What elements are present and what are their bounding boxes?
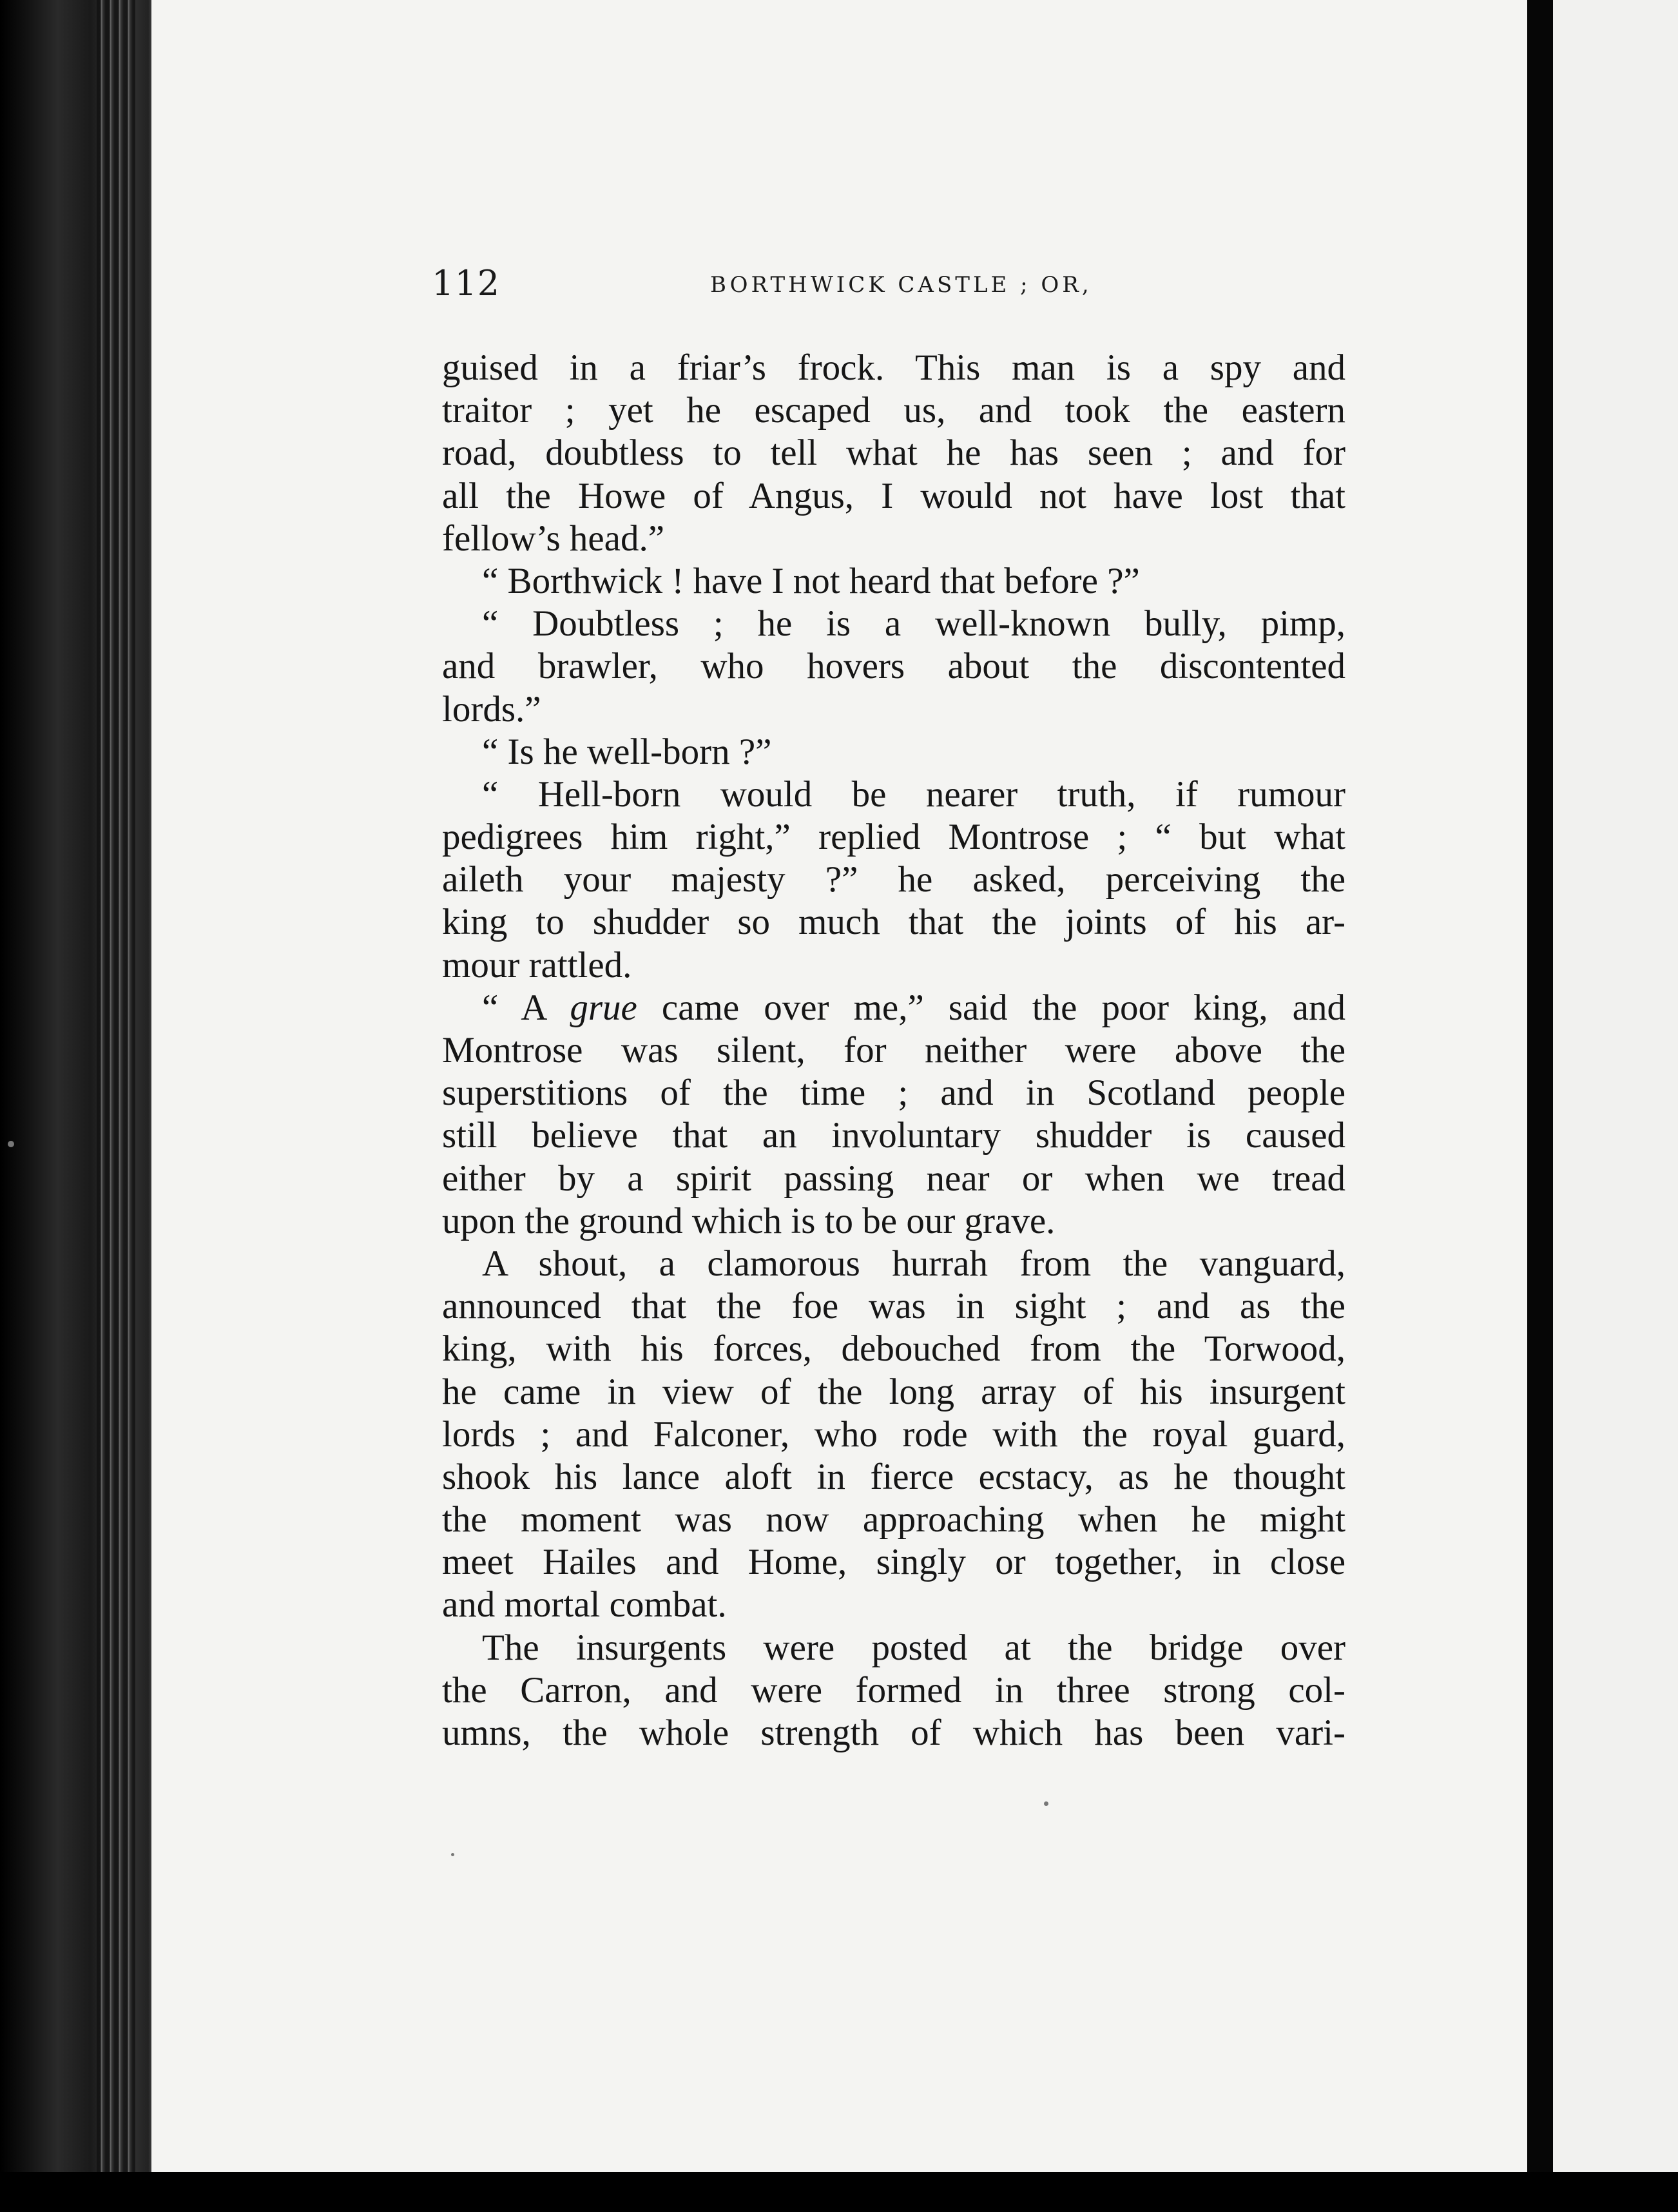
text-line: and brawler, who hovers about the discontented — [442, 646, 1345, 687]
text-run: came over me,” said the poor king, and — [637, 987, 1345, 1028]
text-line: announced that the foe was in sight ; and as the — [442, 1286, 1345, 1327]
text-line: road, doubtless to tell what he has seen ; and for — [442, 432, 1345, 474]
text-line: aileth your majesty ?” he asked, perceiving the — [442, 859, 1345, 900]
text-line — [442, 987, 1345, 1029]
text-line: guised in a friar’s frock. This man is a spy and — [442, 347, 1345, 388]
text-line: king to shudder so much that the joints of his ar- — [442, 902, 1345, 943]
page-number: 112 — [432, 263, 501, 304]
scan-speck — [1044, 1801, 1048, 1806]
text-line: lords.” — [442, 688, 541, 730]
text-line: all the Howe of Angus, I would not have lost that — [442, 475, 1345, 516]
scan-speck — [8, 1141, 14, 1147]
text-line: “ Hell-born would be nearer truth, if rumour — [482, 773, 1345, 815]
text-line: upon the ground which is to be our grave. — [442, 1200, 1056, 1241]
text-line: “ Borthwick ! have I not heard that before ?” — [482, 560, 1140, 601]
italic-word: grue — [570, 987, 637, 1028]
text-line: the Carron, and were formed in three strong col- — [442, 1669, 1345, 1711]
scan-speck — [451, 1853, 454, 1856]
text-line: mour rattled. — [442, 944, 632, 985]
text-line: “ Is he well-born ?” — [482, 731, 772, 772]
bottom-scan-border — [0, 2172, 1678, 2212]
text-line: either by a spirit passing near or when we tread — [442, 1158, 1345, 1199]
binding-stripes — [97, 0, 135, 2212]
text-run: “ A — [482, 987, 570, 1028]
text-line: fellow’s head.” — [442, 518, 665, 559]
text-line: and mortal combat. — [442, 1584, 727, 1625]
page-header — [432, 263, 1366, 315]
text-line: “ Doubtless ; he is a well-known bully, pimp, — [482, 603, 1345, 645]
text-line: pedigrees him right,” replied Montrose ; “ but what — [442, 817, 1345, 858]
text-line: the moment was now approaching when he might — [442, 1499, 1345, 1540]
text-line: shook his lance aloft in fierce ecstacy, as he thought — [442, 1456, 1345, 1497]
body-text — [442, 347, 1345, 1754]
running-head: BORTHWICK CASTLE ; OR, — [710, 272, 1092, 298]
text-line: traitor ; yet he escaped us, and took the eastern — [442, 390, 1345, 431]
text-line: superstitions of the time ; and in Scotland people — [442, 1072, 1345, 1114]
text-line: lords ; and Falconer, who rode with the royal guard, — [442, 1413, 1345, 1455]
book-binding-edge — [0, 0, 155, 2212]
text-line: Montrose was silent, for neither were above the — [442, 1030, 1345, 1071]
text-line: he came in view of the long array of his insurgent — [442, 1371, 1345, 1412]
text-line: king, with his forces, debouched from the Torwood, — [442, 1328, 1345, 1370]
text-line: A shout, a clamorous hurrah from the vanguard, — [482, 1243, 1345, 1284]
text-line: still believe that an involuntary shudder is caused — [442, 1115, 1345, 1156]
text-line: meet Hailes and Home, singly or together, in close — [442, 1542, 1345, 1583]
text-line: The insurgents were posted at the bridge over — [482, 1627, 1345, 1668]
facing-page-edge — [1553, 0, 1678, 2172]
text-line: umns, the whole strength of which has been vari- — [442, 1712, 1345, 1753]
